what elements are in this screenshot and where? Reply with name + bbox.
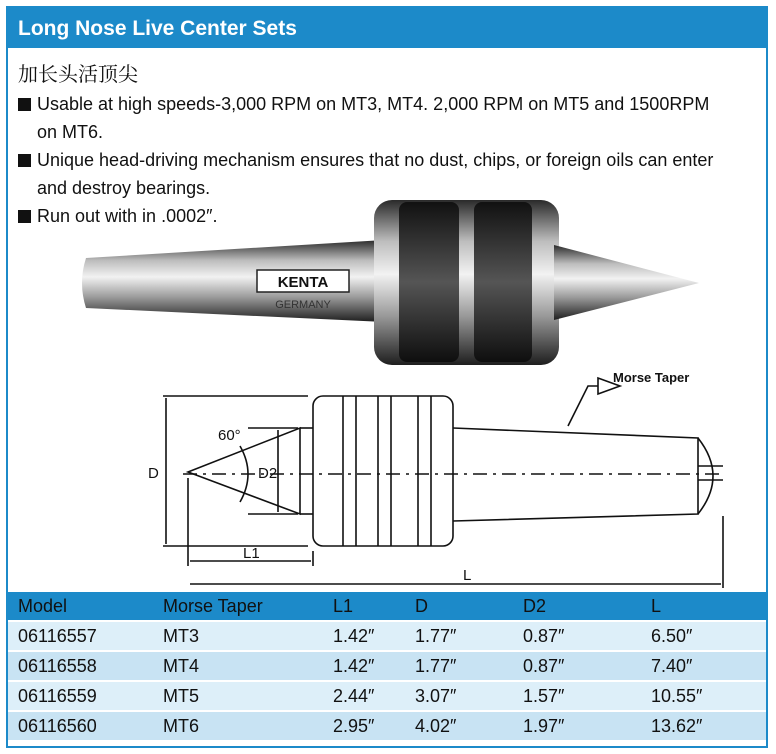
feature-text: Run out with in .0002″.	[37, 206, 218, 226]
cell-morse-taper: MT5	[153, 681, 323, 711]
header-l: L	[641, 592, 766, 621]
cell-model: 06116559	[8, 681, 153, 711]
feature-text: Usable at high speeds-3,000 RPM on MT3, MT4. 2,000 RPM on MT5 and 1500RPM on MT6.	[37, 94, 710, 142]
cell-d: 1.77″	[405, 651, 513, 681]
cell-l1: 1.42″	[323, 621, 405, 651]
cell-d2: 0.87″	[513, 651, 641, 681]
cell-d2: 0.87″	[513, 621, 641, 651]
table-row	[8, 711, 766, 740]
header-morse-taper: Morse Taper	[153, 592, 323, 621]
feature-item	[16, 90, 756, 146]
spec-table	[8, 592, 766, 740]
nose-cone	[554, 245, 699, 320]
cell-morse-taper: MT4	[153, 651, 323, 681]
cell-model: 06116557	[8, 621, 153, 651]
cell-model: 06116558	[8, 651, 153, 681]
cell-l1: 2.44″	[323, 681, 405, 711]
cell-d: 1.77″	[405, 621, 513, 651]
technical-drawing	[128, 366, 728, 591]
cell-model: 06116560	[8, 711, 153, 740]
title-bar	[8, 8, 766, 48]
header-d: D	[405, 592, 513, 621]
dimension-l-label: L	[463, 567, 472, 584]
cell-d: 4.02″	[405, 711, 513, 740]
dimension-d2-label: D2	[258, 465, 278, 482]
cell-d2: 1.57″	[513, 681, 641, 711]
morse-taper-label: Morse Taper	[613, 370, 690, 385]
live-center-photo	[74, 190, 714, 380]
cell-l1: 2.95″	[323, 711, 405, 740]
cell-morse-taper: MT3	[153, 621, 323, 651]
square-bullet-icon	[18, 210, 31, 223]
cell-d: 3.07″	[405, 681, 513, 711]
knurled-ring	[399, 202, 459, 362]
table-row	[8, 651, 766, 681]
cell-morse-taper: MT6	[153, 711, 323, 740]
header-model: Model	[8, 592, 153, 621]
spec-sheet	[6, 6, 768, 748]
angle-label: 60°	[218, 427, 241, 444]
table-header-row	[8, 592, 766, 621]
dimension-d-label: D	[148, 465, 159, 482]
feature-text: Unique head-driving mechanism ensures that no dust, chips, or foreign oils can enter and destroy bearings.	[37, 150, 714, 198]
brand-logo-text: KENTA	[277, 274, 329, 291]
table-row	[8, 681, 766, 711]
chinese-subtitle: 加长头活顶尖	[18, 62, 138, 86]
square-bullet-icon	[18, 98, 31, 111]
cell-l: 7.40″	[641, 651, 766, 681]
cell-l: 10.55″	[641, 681, 766, 711]
brand-country-text: GERMANY	[275, 299, 331, 311]
page-title: Long Nose Live Center Sets	[18, 17, 297, 40]
table-row	[8, 621, 766, 651]
dimension-l1-label: L1	[243, 545, 260, 562]
knurled-ring	[474, 202, 532, 362]
square-bullet-icon	[18, 154, 31, 167]
header-l1: L1	[323, 592, 405, 621]
header-d2: D2	[513, 592, 641, 621]
cell-l: 6.50″	[641, 621, 766, 651]
cell-l: 13.62″	[641, 711, 766, 740]
cell-l1: 1.42″	[323, 651, 405, 681]
cell-d2: 1.97″	[513, 711, 641, 740]
